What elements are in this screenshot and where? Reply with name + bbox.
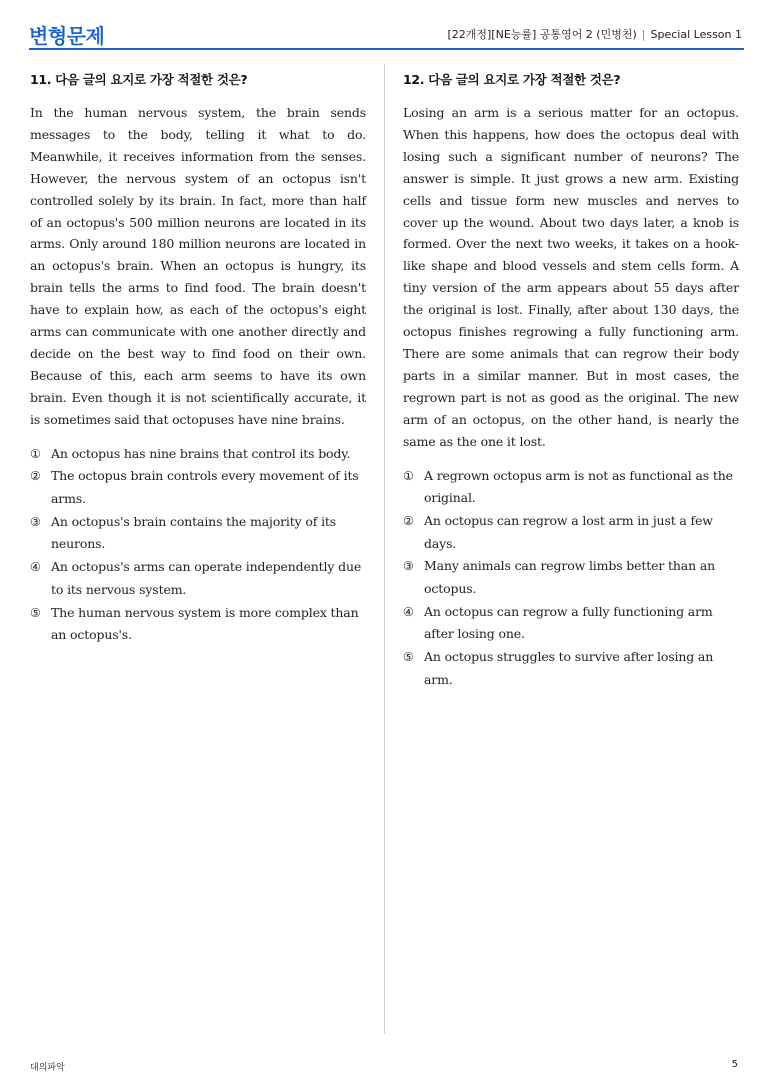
option-text: An octopus struggles to survive after losing an arm. [424, 649, 714, 687]
lesson-text: Special Lesson 1 [650, 28, 742, 41]
option-text: An octopus's brain contains the majority of its neurons. [51, 513, 337, 552]
page-header [29, 18, 744, 50]
header-separator: | [641, 28, 646, 41]
column-divider [384, 64, 385, 1034]
answer-option[interactable] [403, 601, 739, 646]
option-text: An octopus has nine brains that control its body. [51, 445, 351, 461]
option-text: An octopus's arms can operate independently due to its nervous system. [51, 559, 362, 597]
option-number: ② [30, 469, 41, 484]
page-number: 5 [731, 1059, 738, 1070]
question-passage: Losing an arm is a serious matter for an octopus. When this happens, how does the octopus deal with losing such a significant number of neurons? The answer is simple. It just grows a new arm. Existing cells and tissue form new muscles and nerves to cover up the wound. About two days later, a knob is formed. Over the next two weeks, it takes on a hook-like shape and blood vessels and stem cells form. A tiny version of the arm appears about 55 days after the original is lost. Finally, after about 130 days, the octopus finishes regrowing a fully functioning arm. There are some animals that can regrow their body parts in a similar manner. But in most cases, the regrown part is not as good as the original. The new arm of an octopus, on the other hand, is nearly the same as the one it lost. [403, 105, 739, 449]
question-11 [30, 70, 366, 647]
option-number: ⑤ [30, 605, 41, 620]
question-12 [403, 70, 739, 692]
question-passage: In the human nervous system, the brain sends messages to the body, telling it what to do. Meanwhile, it receives information from the senses. However, the nervous system of an octopus isn't controlled solely by its brain. In fact, more than half of an octopus's 500 million neurons are located in its arms. Only around 180 million neurons are located in an octopus's brain. When an octopus is hungry, its brain tells the arms to find food. The brain doesn't have to explain how, as each of the octopus's eight arms can communicate with one another directly and decide on the best way to find food on their own. Because of this, each arm seems to have its own brain. Even though it is not scientifically accurate, it is sometimes said that octopuses have nine brains. [30, 105, 366, 427]
option-text: Many animals can regrow limbs better than an octopus. [424, 558, 716, 597]
answer-option[interactable] [403, 555, 739, 600]
footer-category: 대의파악 [30, 1063, 65, 1073]
answer-option[interactable] [30, 465, 366, 510]
option-number: ① [403, 468, 414, 483]
option-number: ⑤ [403, 650, 414, 665]
answer-options [403, 465, 739, 692]
option-number: ④ [30, 560, 41, 575]
option-number: ② [403, 513, 414, 528]
answer-options [30, 443, 366, 647]
brand-title: 변형문제 [29, 24, 105, 48]
option-text: The octopus brain controls every movement of its arms. [51, 468, 359, 506]
option-number: ④ [403, 604, 414, 619]
header-source [447, 26, 742, 42]
answer-option[interactable] [30, 556, 366, 601]
answer-option[interactable] [403, 510, 739, 555]
option-text: An octopus can regrow a fully functioning arm after losing one. [424, 603, 713, 642]
option-text: A regrown octopus arm is not as functional as the original. [424, 467, 733, 506]
answer-option[interactable] [30, 443, 366, 466]
option-number: ① [30, 446, 41, 461]
option-number: ③ [403, 559, 414, 574]
answer-option[interactable] [30, 602, 366, 647]
option-text: An octopus can regrow a lost arm in just a few days. [424, 512, 713, 551]
question-title: 11. 다음 글의 요지로 가장 적절한 것은? [30, 72, 248, 87]
question-title: 12. 다음 글의 요지로 가장 적절한 것은? [403, 72, 621, 87]
source-text: [22개정][NE능률] 공통영어 2 (민병천) [447, 28, 637, 41]
option-text: The human nervous system is more complex than an octopus's. [51, 604, 359, 643]
option-number: ③ [30, 514, 41, 529]
answer-option[interactable] [30, 511, 366, 556]
answer-option[interactable] [403, 646, 739, 691]
answer-option[interactable] [403, 465, 739, 510]
